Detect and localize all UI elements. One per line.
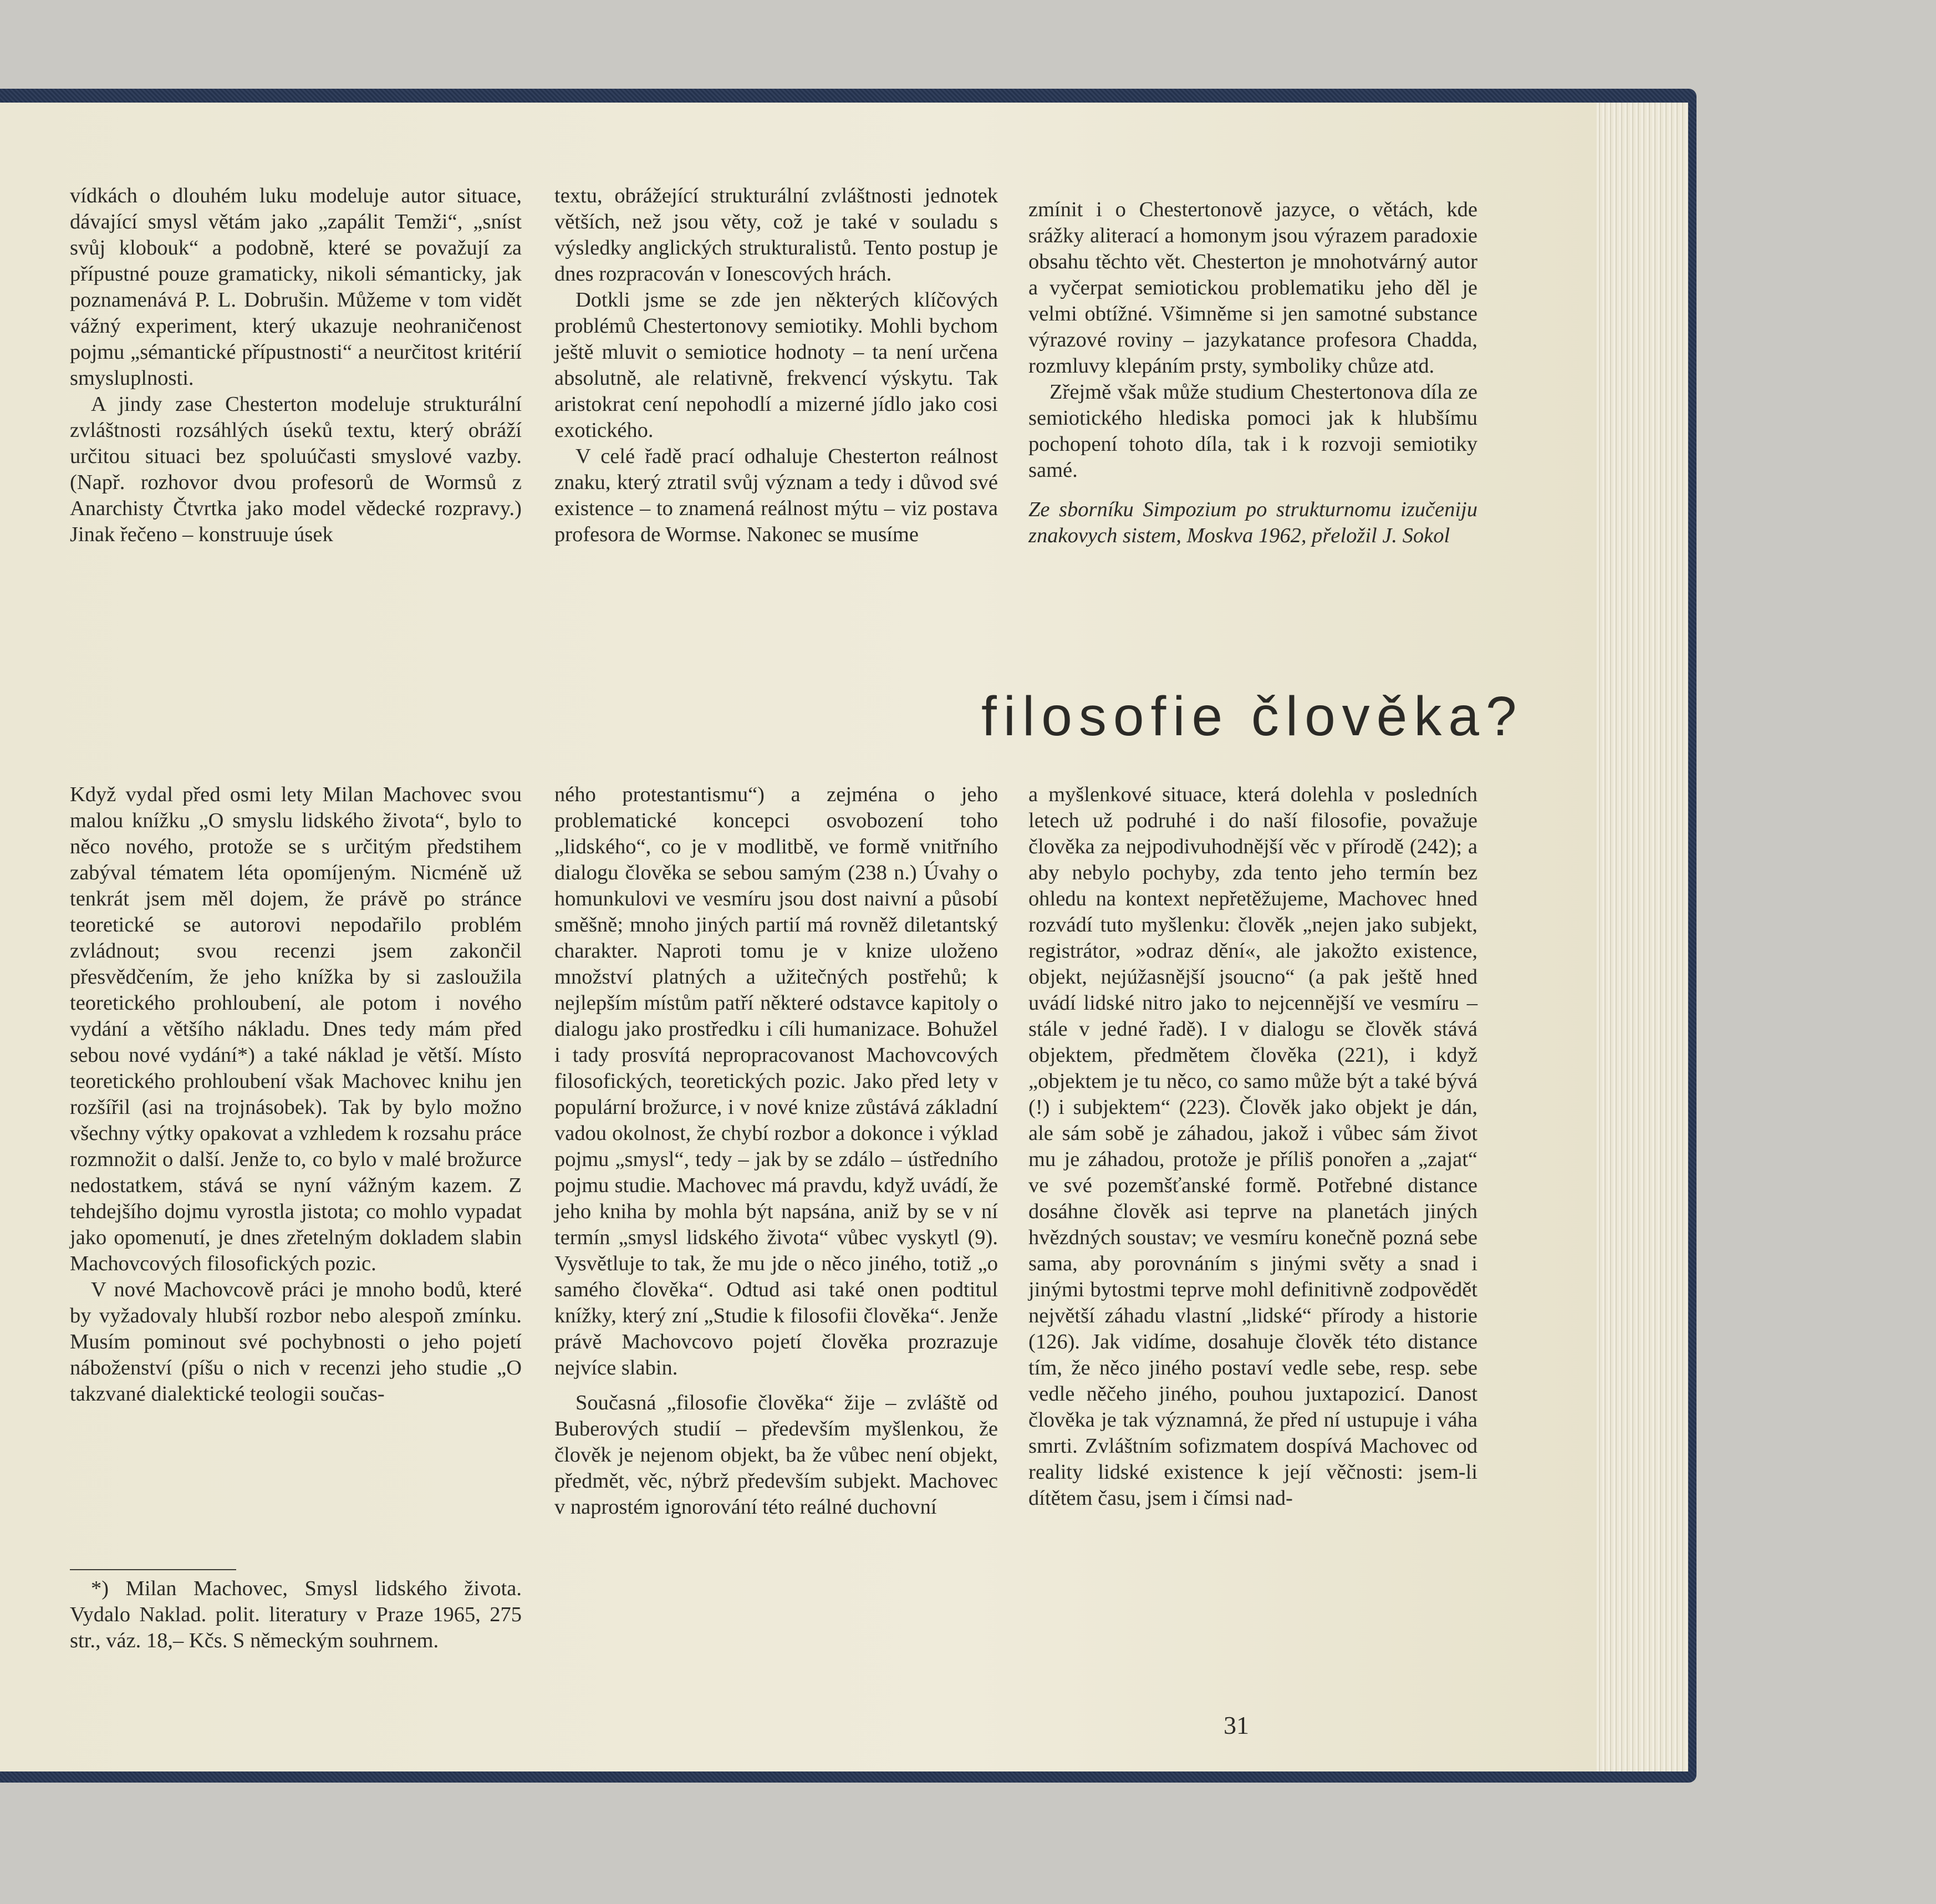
paragraph: ného protestantismu“) a zejména o jeho problematické koncepci osvobození toho „lidského“, co je v modlitbě, ve formě vnitřního dialogu člověka se sebou samým (238 n.) Úvahy o homunkulovi ve vesmíru jsou dost naivní a působí směšně; mnoho jiných partií má rovněž diletantský charakter. Naproti tomu je v knize uloženo množství platných a užitečných postřehů; k nejlepším místům patří některé odstavce kapitoly o dialogu jako prostředku i cíli humanizace. Bohužel i tady prosvítá nepropracovanost Machovcových filosofických, teoretických pozic. Jako před lety v populární brožurce, i v nové knize zůstává základní vadou okolnost, že chybí rozbor a dokonce i výklad pojmu „smysl“, tedy – jak by se zdálo – ústředního pojmu studie. Machovec má pravdu, když uvádí, že jeho kniha by mohla být napsána, aniž by se v ní termín „smysl lidského života“ vůbec vyskytl (9). Vysvětluje to tak, že mu jde o něco jiného, totiž „o samého člověka“. Odtud asi také onen podtitul knížky, který zní „Studie k filosofii člověka“. Jenže právě Machovcovo pojetí člověka prozrazuje nejvíce slabin. <box>554 783 998 1379</box>
paragraph: V celé řadě prací odhaluje Chesterton reálnost znaku, který ztratil svůj význam a tedy i důvod své existence – to znamená reálnost mýtu – viz postava profesora de Wormse. Nakonec se musíme <box>554 445 998 546</box>
paragraph: Současná „filosofie člověka“ žije – zvláště od Buberových studií – především myšlenkou, že člověk je nejenom objekt, ba že vůbec není objekt, předmět, věc, nýbrž především subjekt. Machovec v naprostém ignorování této reálné duchovní <box>554 1391 998 1519</box>
footnote <box>70 1576 522 1654</box>
paragraph: A jindy zase Chesterton modeluje strukturální zvláštnosti rozsáhlých úseků textu, který obráží určitou situaci bez spoluúčasti smyslové vazby. (Např. rozhovor dvou profesorů de Wormsů z Anarchisty Čtvrtka jako model vědecké rozpravy.) Jinak řečeno – konstruuje úsek <box>70 393 522 546</box>
paragraph: vídkách o dlouhém luku modeluje autor situace, dávající smysl větám jako „zapálit Temži“, „sníst svůj klobouk“ a podobně, které se považují za přípustné pouze gramaticky, nikoli sémanticky, jak poznamenává P. L. Dobrušin. Můžeme v tom vidět vážný experiment, který ukazuje neohraničenost pojmu „sémantické přípustnosti“ a neurčitost kritérií smysluplnosti. <box>70 184 522 390</box>
paragraph: zmínit i o Chestertonově jazyce, o větách, kde srážky aliterací a homonym jsou výrazem paradoxie obsahu těchto vět. Chesterton je mnohotvárný autor a vyčerpat semiotickou problematiku jeho děl je velmi obtížné. Všimněme si jen samotné substance výrazové roviny – jazykatance profesora Chadda, rozmluvy klepáním prsty, symboliky chůze atd. <box>1028 198 1478 378</box>
top-column-3 <box>1028 197 1478 549</box>
attribution: Ze sborníku Simpozium po strukturnomu izučeniju znakovych sistem, Moskva 1962, přeložil J. Sokol <box>1028 498 1478 547</box>
footnote-text: *) Milan Machovec, Smysl lidského života. Vydalo Naklad. polit. literatury v Praze 1965, 275 str., váz. 18,– Kčs. S německým souhrnem. <box>70 1577 522 1652</box>
page-edges <box>1597 103 1688 1771</box>
bottom-column-3 <box>1028 782 1478 1511</box>
article-heading: filosofie člověka? <box>981 685 1524 747</box>
paragraph: textu, obrážející strukturální zvláštnosti jednotek větších, než jsou věty, což je také v souladu s výsledky anglických strukturalistů. Tento postup je dnes rozpracován v Ionescových hrách. <box>554 184 998 286</box>
paragraph: V nové Machovcově práci je mnoho bodů, které by vyžadovaly hlubší rozbor nebo alespoň zmínku. Musím pominout své pochybnosti o jeho pojetí náboženství (píšu o nich v recenzi jeho studie „O takzvané dialektické teologii součas- <box>70 1278 522 1406</box>
paragraph: Zřejmě však může studium Chestertonova díla ze semiotického hlediska pomoci jak k hlubšímu pochopení tohoto díla, tak i k rozvoji semiotiky samé. <box>1028 380 1478 482</box>
page-number: 31 <box>1224 1711 1249 1739</box>
bottom-column-1 <box>70 782 522 1407</box>
top-column-1 <box>70 183 522 548</box>
bottom-column-2 <box>554 782 998 1520</box>
footnote-rule <box>70 1569 236 1570</box>
paragraph: Když vydal před osmi lety Milan Machovec svou malou knížku „O smyslu lidského života“, bylo to něco nového, protože se s určitým předstihem zabýval tématem léta opomíjeným. Nicméně už tenkrát jsem měl dojem, že právě po stránce teoretické se autorovi nepodařilo problém zvládnout; svou recenzi jsem zakončil přesvědčením, že jeho knížka by si zasloužila teoretického prohloubení, ale potom i nového vydání a většího nákladu. Dnes tedy mám před sebou nové vydání*) a také náklad je větší. Místo teoretického prohloubení však Machovec knihu jen rozšířil (asi na trojnásobek). Tak by bylo možno všechny výtky opakovat a vzhledem k rozsahu práce rozmnožit o další. Jenže to, co bylo v malé brožurce nedostatkem, stává se nyní vážným kazem. Z tehdejšího dojmu vyrostla jistota; co mohlo vypadat jako opomenutí, je dnes zřetelným dokladem slabin Machovcových filosofických pozic. <box>70 783 522 1275</box>
paragraph: Dotkli jsme se zde jen některých klíčových problémů Chestertonovy semiotiky. Mohli bychom ještě mluvit o semiotice hodnoty – ta není určena absolutně, ale relativně, frekvencí výskytu. Tak aristokrat cení nepohodlí a mizerné jídlo jako cosi exotického. <box>554 288 998 442</box>
top-column-2 <box>554 183 998 548</box>
paragraph: a myšlenkové situace, která dolehla v posledních letech už podruhé i do naší filosofie, považuje člověka za nejpodivuhodnější věc v přírodě (242); a aby nebylo pochyby, zda tento jeho termín bez ohledu na kontext nepřetěžujeme, Machovec hned rozvádí tuto myšlenku: člověk „nejen jako subjekt, registrátor, »odraz dění«, ale jakožto existence, objekt, nejúžasnější jsoucno“ (a pak ještě hned uvádí lidské nitro jako to nejcennější ve vesmíru – stále v jedné řadě). I v dialogu se člověk stává objektem, předmětem člověka (221), i když „objektem je tu něco, co samo může být a také bývá (!) i subjektem“ (223). Člověk jako objekt je dán, ale sám sobě je záhadou, jakož i vůbec sám život mu je záhadou, protože je příliš ponořen a „zajat“ ve své pozemšťanské formě. Potřebné distance dosáhne člověk asi teprve na planetách jiných hvězdných soustav; ve vesmíru konečně pozná sebe sama, aby porovnáním s jinými světy a snad i jinými bytostmi teprve mohl definitivně zodpovědět největší záhadu vlastní „lidské“ přírody a historie (126). Jak vidíme, dosahuje člověk této distance tím, že něco jiného postaví vedle sebe, resp. sebe vedle něčeho jiného, pouhou juxtapozicí. Danost člověka je tak významná, že před ní ustupuje i váha smrti. Zvláštním sofizmatem dospívá Machovec od reality lidské existence k její věčnosti: jsem-li dítětem času, jsem i čímsi nad- <box>1028 783 1478 1510</box>
